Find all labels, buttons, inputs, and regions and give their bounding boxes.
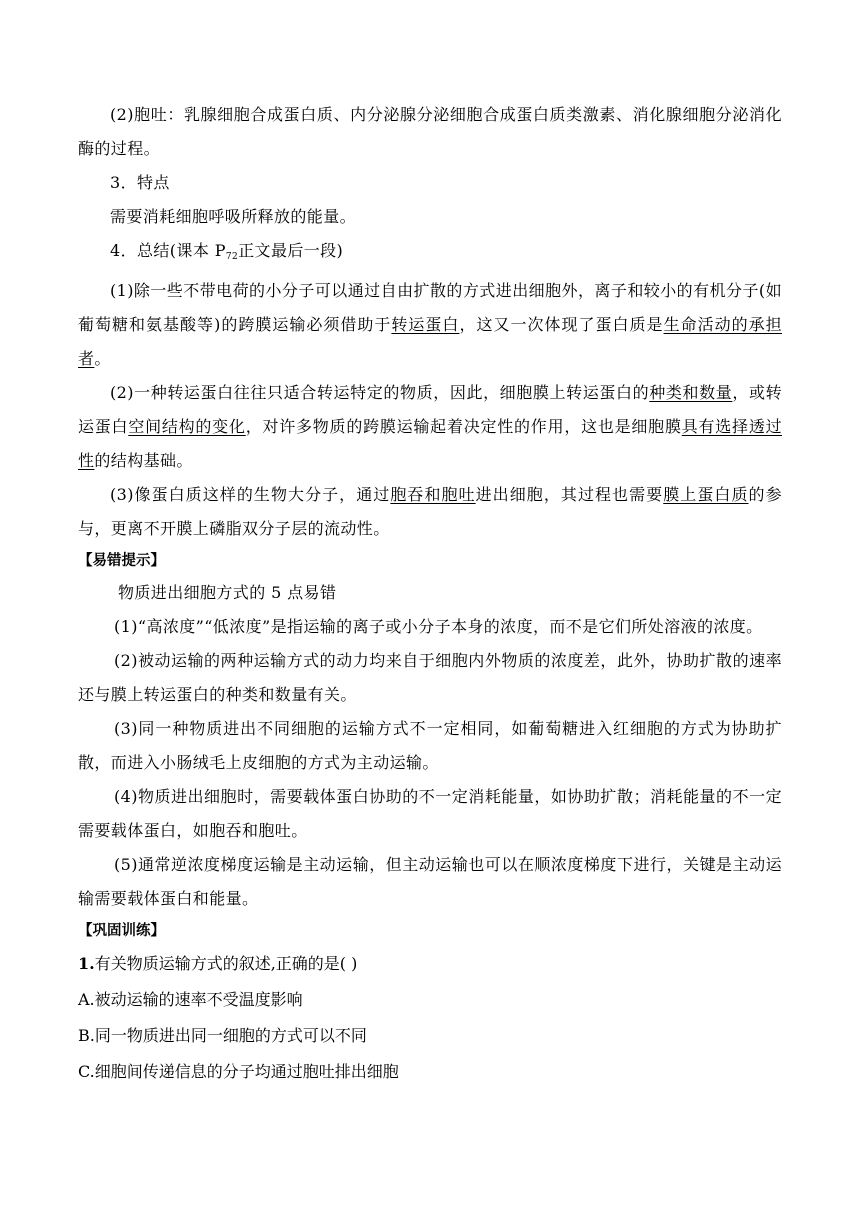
- option-b: B.同一物质进出同一细胞的方式可以不同: [78, 1026, 367, 1045]
- tips-intro: 物质进出细胞方式的 5 点易错: [118, 583, 337, 602]
- page-subscript: 72: [225, 252, 239, 262]
- summary-1-text-c: 。: [94, 349, 111, 368]
- summary-item-2: [78, 376, 782, 478]
- tip-item-3: (3)同一种物质进出不同细胞的运输方式不一定相同，如葡萄糖进入红细胞的方式为协助扩散，而进入小肠绒毛上皮细胞的方式为主动运输。: [78, 719, 782, 772]
- option-c: C.细胞间传递信息的分子均通过胞吐排出细胞: [78, 1062, 399, 1081]
- option-a: A.被动运输的速率不受温度影响: [78, 990, 303, 1009]
- features-paragraph: 需要消耗细胞呼吸所释放的能量。: [110, 207, 357, 226]
- summary-heading-pre: 4．总结(课本 P: [110, 241, 226, 260]
- question-text: 有关物质运输方式的叙述,正确的是( ): [94, 954, 358, 973]
- summary-3-text-a: (3)像蛋白质这样的生物大分子，通过: [110, 485, 391, 504]
- summary-3-underline-membrane-protein: 膜上蛋白质: [663, 485, 749, 504]
- exocytosis-paragraph: (2)胞吐：乳腺细胞合成蛋白质、内分泌腺分泌细胞合成蛋白质类激素、消化腺细胞分泌消化酶的过程。: [78, 105, 782, 158]
- summary-1-underline-life-activity: 生命活动的承担者: [78, 315, 783, 368]
- summary-heading-post: 正文最后一段): [238, 241, 344, 260]
- summary-1-text-b: ，这又一次体现了蛋白质是: [459, 315, 664, 334]
- document-page: [78, 98, 782, 1090]
- tip-item-2: (2)被动运输的两种运输方式的动力均来自于细胞内外物质的浓度差，此外，协助扩散的速率还与膜上转运蛋白的种类和数量有关。: [78, 651, 782, 704]
- summary-item-1: [78, 274, 782, 376]
- practice-heading: 【巩固训练】: [78, 923, 165, 939]
- tip-item-1: (1)“高浓度”“低浓度”是指运输的离子或小分子本身的浓度，而不是它们所处溶液的浓度。: [114, 617, 763, 636]
- summary-3-text-b: 进出细胞，其过程也需要: [475, 485, 664, 504]
- summary-1-text-a: (1)除一些不带电荷的小分子可以通过自由扩散的方式进出细胞外，离子和较小的有机分子(如葡萄糖和氨基酸等)的跨膜运输必须借助于: [78, 281, 782, 334]
- summary-2-text-c: ，对许多物质的跨膜运输起着决定性的作用，这也是细胞膜: [245, 417, 682, 436]
- summary-3-text-c: 的参与，更离不开膜上磷脂双分子层的流动性。: [78, 485, 782, 538]
- tip-item-4: (4)物质进出细胞时，需要载体蛋白协助的不一定消耗能量，如协助扩散；消耗能量的不一定需要载体蛋白，如胞吞和胞吐。: [78, 787, 782, 840]
- tips-heading: 【易错提示】: [78, 553, 165, 569]
- tip-item-5: (5)通常逆浓度梯度运输是主动运输，但主动运输也可以在顺浓度梯度下进行，关键是主动运输需要载体蛋白和能量。: [78, 855, 782, 908]
- summary-1-underline-transport-protein: 转运蛋白: [391, 315, 460, 334]
- summary-item-3: [78, 478, 782, 546]
- summary-2-underline-structure-change: 空间结构的变化: [128, 417, 246, 436]
- summary-2-text-d: 的结构基础。: [94, 451, 193, 470]
- question-number: 1.: [78, 954, 95, 973]
- summary-2-text-b: ，或转运蛋白: [78, 383, 782, 436]
- summary-2-underline-selective-permeability: 具有选择透过性: [78, 417, 782, 470]
- question-1: [78, 946, 782, 982]
- heading-features: 3．特点: [110, 173, 170, 192]
- summary-2-underline-type-quantity: 种类和数量: [649, 383, 733, 402]
- summary-2-text-a: (2)一种转运蛋白往往只适合转运特定的物质，因此，细胞膜上转运蛋白的: [110, 383, 650, 402]
- heading-summary: [78, 234, 782, 274]
- summary-3-underline-endo-exocytosis: 胞吞和胞吐: [390, 485, 476, 504]
